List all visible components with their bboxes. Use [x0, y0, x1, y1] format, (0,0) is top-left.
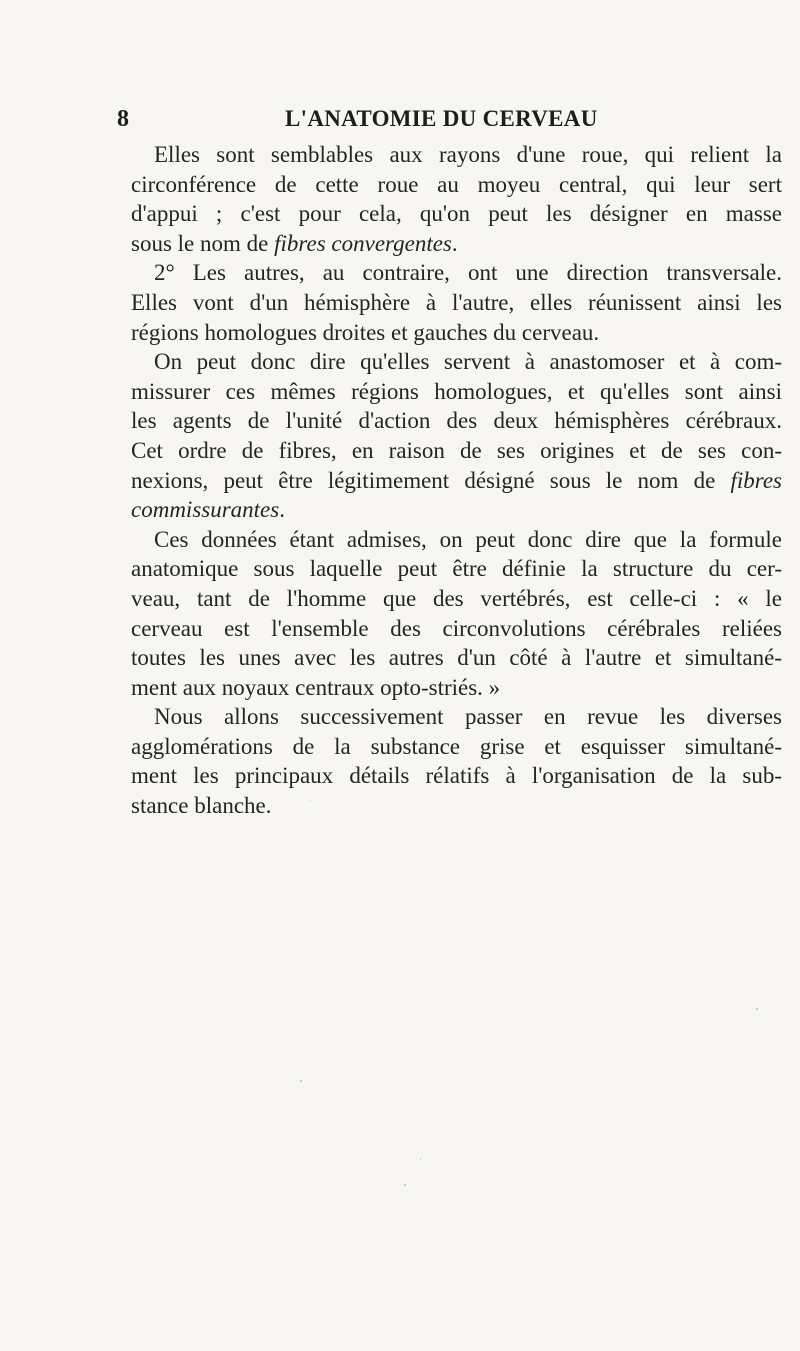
text-line: Elles vont d'un hémisphère à l'autre, elles réunissent ainsi les — [131, 289, 782, 315]
text-line: veau, tant de l'homme que des vertébrés, est celle-ci : « le — [131, 585, 782, 611]
text-line — [131, 229, 782, 259]
text-line: stance blanche. — [131, 793, 272, 819]
text-line: les agents de l'unité d'action des deux hémisphères cérébraux. — [131, 408, 782, 434]
text-segment: . — [451, 230, 458, 256]
text-line: ment les principaux détails rélatifs à l'organisation de la sub- — [131, 763, 782, 789]
page-number: 8 — [117, 106, 129, 132]
italic-term: commissurantes — [131, 497, 280, 523]
text-line: agglomérations de la substance grise et esquisser simultané- — [131, 733, 782, 759]
paper-speck — [404, 1184, 406, 1186]
text-line: missurer ces mêmes régions homologues, et qu'elles sont ainsi — [131, 378, 782, 404]
paper-speck — [310, 800, 311, 801]
text-line: cerveau est l'ensemble des circonvolutions cérébrales reliées — [131, 615, 782, 641]
text-segment: nexions, peut être légitimement désigné sous le nom de — [131, 467, 731, 493]
text-line: régions homologues droites et gauches du cerveau. — [131, 319, 600, 345]
text-line — [131, 495, 782, 525]
paper-speck — [300, 1080, 302, 1082]
text-line: Nous allons successivement passer en revue les diverses — [154, 704, 782, 730]
text-line — [131, 466, 782, 496]
text-line: Ces données étant admises, on peut donc dire que la formule — [154, 526, 782, 552]
text-line: ment aux noyaux centraux opto-striés. » — [131, 674, 501, 700]
italic-term: fibres — [730, 467, 782, 493]
text-line: Cet ordre de fibres, en raison de ses origines et de ses con- — [131, 437, 782, 463]
text-segment: sous le nom de — [131, 230, 275, 256]
text-segment: . — [279, 497, 285, 523]
paper-speck — [420, 1158, 421, 1160]
text-line: toutes les unes avec les autres d'un côté à l'autre et simultané- — [131, 645, 782, 671]
body-text — [131, 140, 782, 821]
paper-speck — [756, 1008, 758, 1010]
text-line: circonférence de cette roue au moyeu central, qui leur sert — [131, 171, 782, 197]
page-header — [117, 103, 782, 135]
text-line: 2° Les autres, au contraire, ont une direction transversale. — [154, 260, 782, 286]
text-line: d'appui ; c'est pour cela, qu'on peut les désigner en masse — [131, 201, 782, 227]
italic-term: fibres convergentes — [274, 230, 452, 256]
running-head: L'ANATOMIE DU CERVEAU — [285, 106, 598, 131]
text-line: On peut donc dire qu'elles servent à anastomoser et à com- — [154, 349, 782, 375]
text-line: Elles sont semblables aux rayons d'une roue, qui relient la — [154, 142, 782, 167]
text-line: anatomique sous laquelle peut être définie la structure du cer- — [131, 556, 782, 582]
